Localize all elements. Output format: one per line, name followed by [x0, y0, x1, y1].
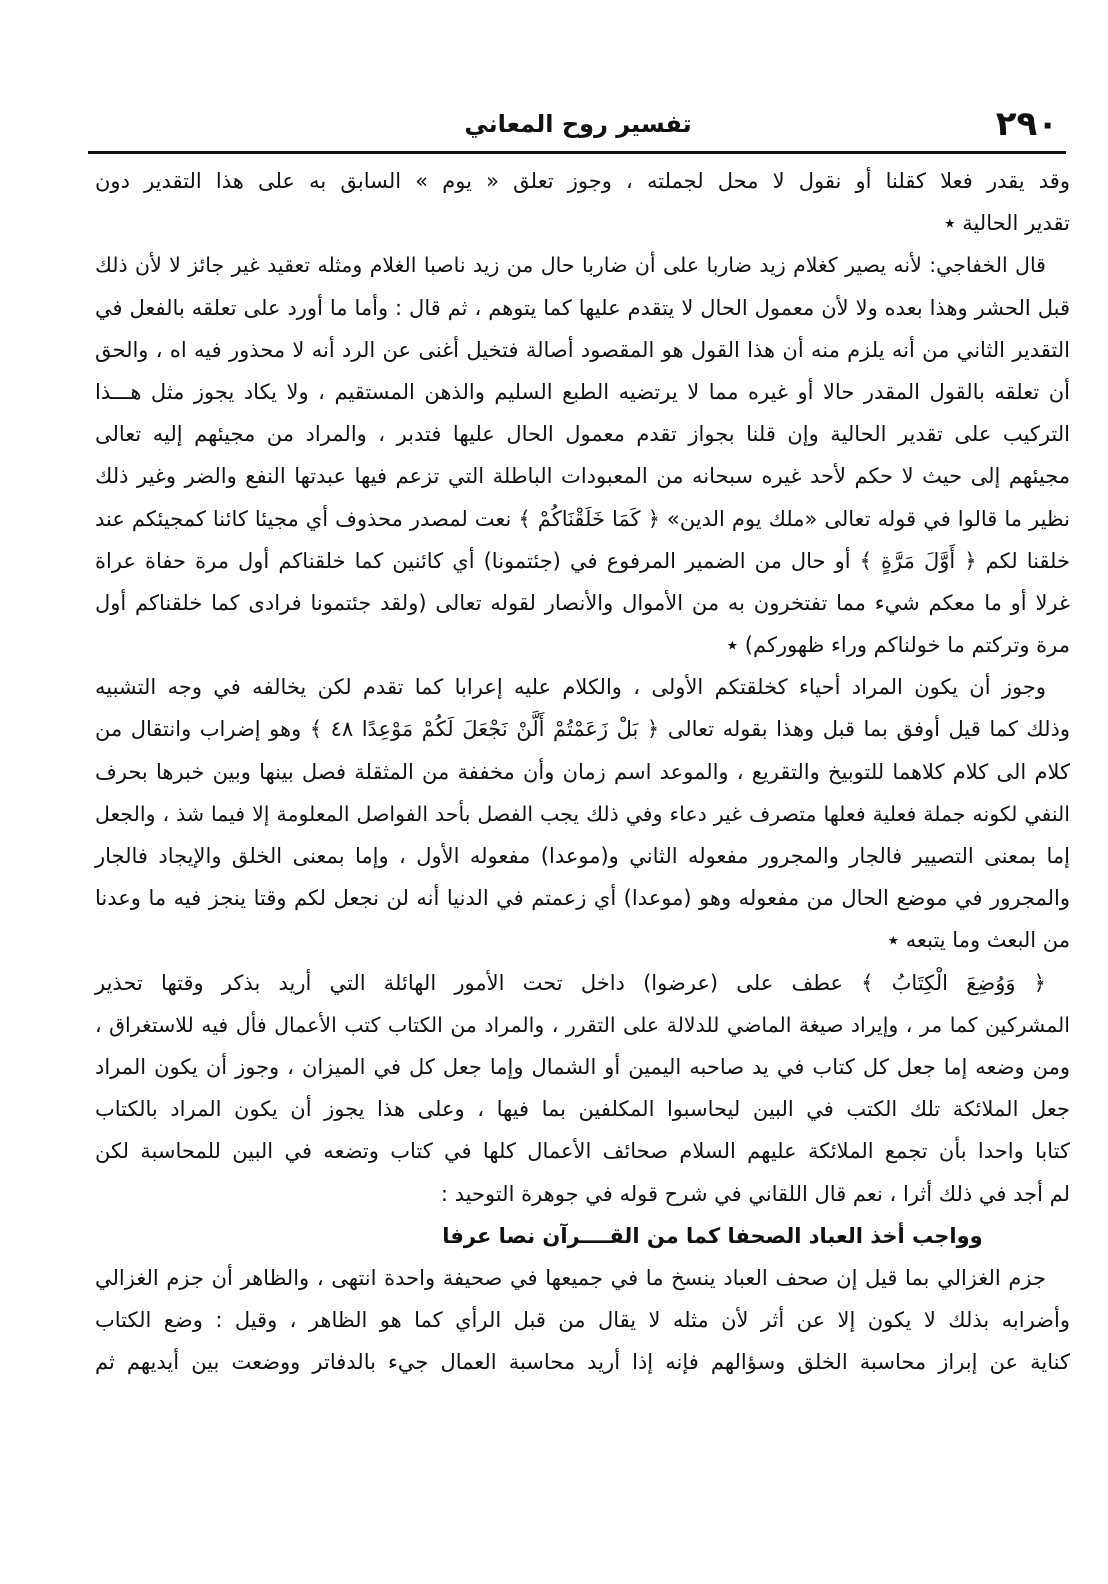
running-title: تفسير روح المعاني — [464, 110, 692, 138]
header-rule — [88, 151, 1066, 154]
text-line: وقد يقدر فعلا كقلنا أو نقول لا محل لجملته ، وجوز تعلق « يوم » السابق به على هذا التقدير دون — [95, 169, 1070, 193]
text-line: ﴿ وَوُضِعَ الْكِتَابُ ﴾ عطف على (عرضوا) داخل تحت الأمور الهائلة التي أريد بذكر وقتها تحذير — [95, 970, 1046, 995]
text-line: جزم الغزالي بما قيل إن صحف العباد ينسخ ما في جميعها في صحيفة واحدة انتهى ، والظاهر أن جزم الغزالي — [95, 1265, 1046, 1290]
text-line: جعل الملائكة تلك الكتب في البين ليحاسبوا المكلفين بما فيها ، وعلى هذا يجوز أن يكون المراد بالكتاب — [95, 1097, 1070, 1122]
text-line: المشركين كما مر ، وإيراد صيغة الماضي للدلالة على التقرر ، والمراد من الكتاب كتب الأعمال فأل فيه للاستغراق ، — [95, 1012, 1070, 1037]
page-header — [90, 100, 1066, 150]
page-number: ٢٩٠ — [995, 104, 1058, 144]
text-line: خلقنا لكم ﴿ أَوَّلَ مَرَّةٍ ﴾ أو حال من الضمير المرفوع في (جئتمونا) أي كائنين كما خلقناكم أول مرة حفاة عراة — [95, 548, 1070, 573]
verse-line: وواجب أخذ العباد الصحفا كما من القــــرآن نصا عرفا — [442, 1223, 983, 1248]
text-line: كتابا واحدا بأن تجمع الملائكة عليهم السلام صحائف الأعمال كلها في كتاب وتضعه في البين للمحاسبة لكن — [95, 1139, 1070, 1164]
text-line: إما بمعنى التصيير فالجار والمجرور مفعوله الثاني و(موعدا) مفعوله الأول ، وإما بمعنى الخلق والإيجاد فالجار — [95, 844, 1070, 868]
text-line: مجيئهم إلى حيث لا حكم لأحد غيره سبحانه من المعبودات الباطلة التي تزعم فيها عبدتها النفع والضر وغير ذلك — [95, 464, 1070, 489]
text-line: قبل الحشر وهذا بعده ولا لأن معمول الحال لا يتقدم عليها كما يتوهم ، ثم قال : وأما ما أورد على تعلقه بالفعل في — [95, 295, 1070, 320]
text-line: النفي لكونه جملة فعلية فعلها متصرف غير دعاء وفي ذلك يجب الفصل بأحد الفواصل المعلومة إلا فيما شذ ، والجعل — [95, 801, 1070, 826]
text-line: كناية عن إبراز محاسبة الخلق وسؤالهم فإنه إذا أريد محاسبة العمال جيء بالدفاتر ووضعت بين أيديهم ثم — [95, 1350, 1070, 1375]
text-line: وذلك كما قيل أوفق بما قبل وهذا بقوله تعالى ﴿ بَلْ زَعَمْتُمْ أَلَّنْ نَجْعَلَ لَكُمْ مَوْعِدًا ٤٨ ﴾ وهو إضراب وانتقال من — [95, 717, 1070, 742]
text-line: والمجرور في موضع الحال من مفعوله وهو (موعدا) أي زعمتم في الدنيا أنه لن نجعل لكم وقتا ينجز فيه ما وعدنا — [95, 886, 1070, 911]
text-line: التركيب على تقدير الحالية وإن قلنا بجواز تقدم معمول الحال عليها فتدبر ، والمراد من مجيئهم إليه تعالى — [95, 422, 1070, 447]
text-line: تقدير الحالية ٭ — [944, 211, 1070, 236]
text-line: من البعث وما يتبعه ٭ — [887, 928, 1070, 953]
text-line: وجوز أن يكون المراد أحياء كخلقتكم الأولى ، والكلام عليه إعرابا كما تقدم لكن يخالفه في وجه التشبيه — [95, 675, 1046, 700]
page-body — [95, 160, 1070, 1383]
text-line: ومن وضعه إما جعل كل كتاب في يد صاحبه اليمين أو الشمال وإما جعل كل في الميزان ، وجوز أن يكون المراد — [95, 1054, 1070, 1079]
text-line: كلام الى كلام كلاهما للتوبيخ والتقريع ، والموعد اسم زمان وأن مخففة من المثقلة فصل بينها وبين خبرها بحرف — [95, 759, 1070, 784]
text-line: نظير ما قالوا في قوله تعالى «ملك يوم الدين» ﴿ كَمَا خَلَقْنَاكُمْ ﴾ نعت لمصدر محذوف أي مجيئا كائنا كمجيئكم عند — [95, 506, 1070, 531]
text-line: قال الخفاجي: لأنه يصير كغلام زيد ضاربا على أن ضاربا حال من زيد ناصبا الغلام ومثله تعقيد غير جائز لا لأن ذلك — [95, 253, 1046, 278]
text-line: مرة وتركتم ما خولناكم وراء ظهوركم) ٭ — [726, 633, 1070, 658]
text-line: أن تعلقه بالقول المقدر حالا أو غيره مما لا يرتضيه الطبع السليم والذهن المستقيم ، ولا يكاد يجوز مثل هـــذا — [95, 379, 1070, 404]
text-line: لم أجد في ذلك أثرا ، نعم قال اللقاني في شرح قوله في جوهرة التوحيد : — [440, 1181, 1070, 1206]
text-line: التقدير الثاني من أنه يلزم منه أن هذا القول هو المقصود أصالة فتخيل أغنى عن الرد أنه لا محذور فيه اه ، والحق — [95, 337, 1070, 362]
text-line: غرلا أو ما معكم شيء مما تفتخرون به من الأموال والأنصار لقوله تعالى (ولقد جئتمونا فرادى كما خلقناكم أول — [95, 590, 1070, 615]
text-line: وأضرابه بذلك لا يكون إلا عن أثر لأن مثله لا يقال من قبل الرأي كما هو الظاهر ، وقيل : وضع الكتاب — [95, 1308, 1070, 1333]
